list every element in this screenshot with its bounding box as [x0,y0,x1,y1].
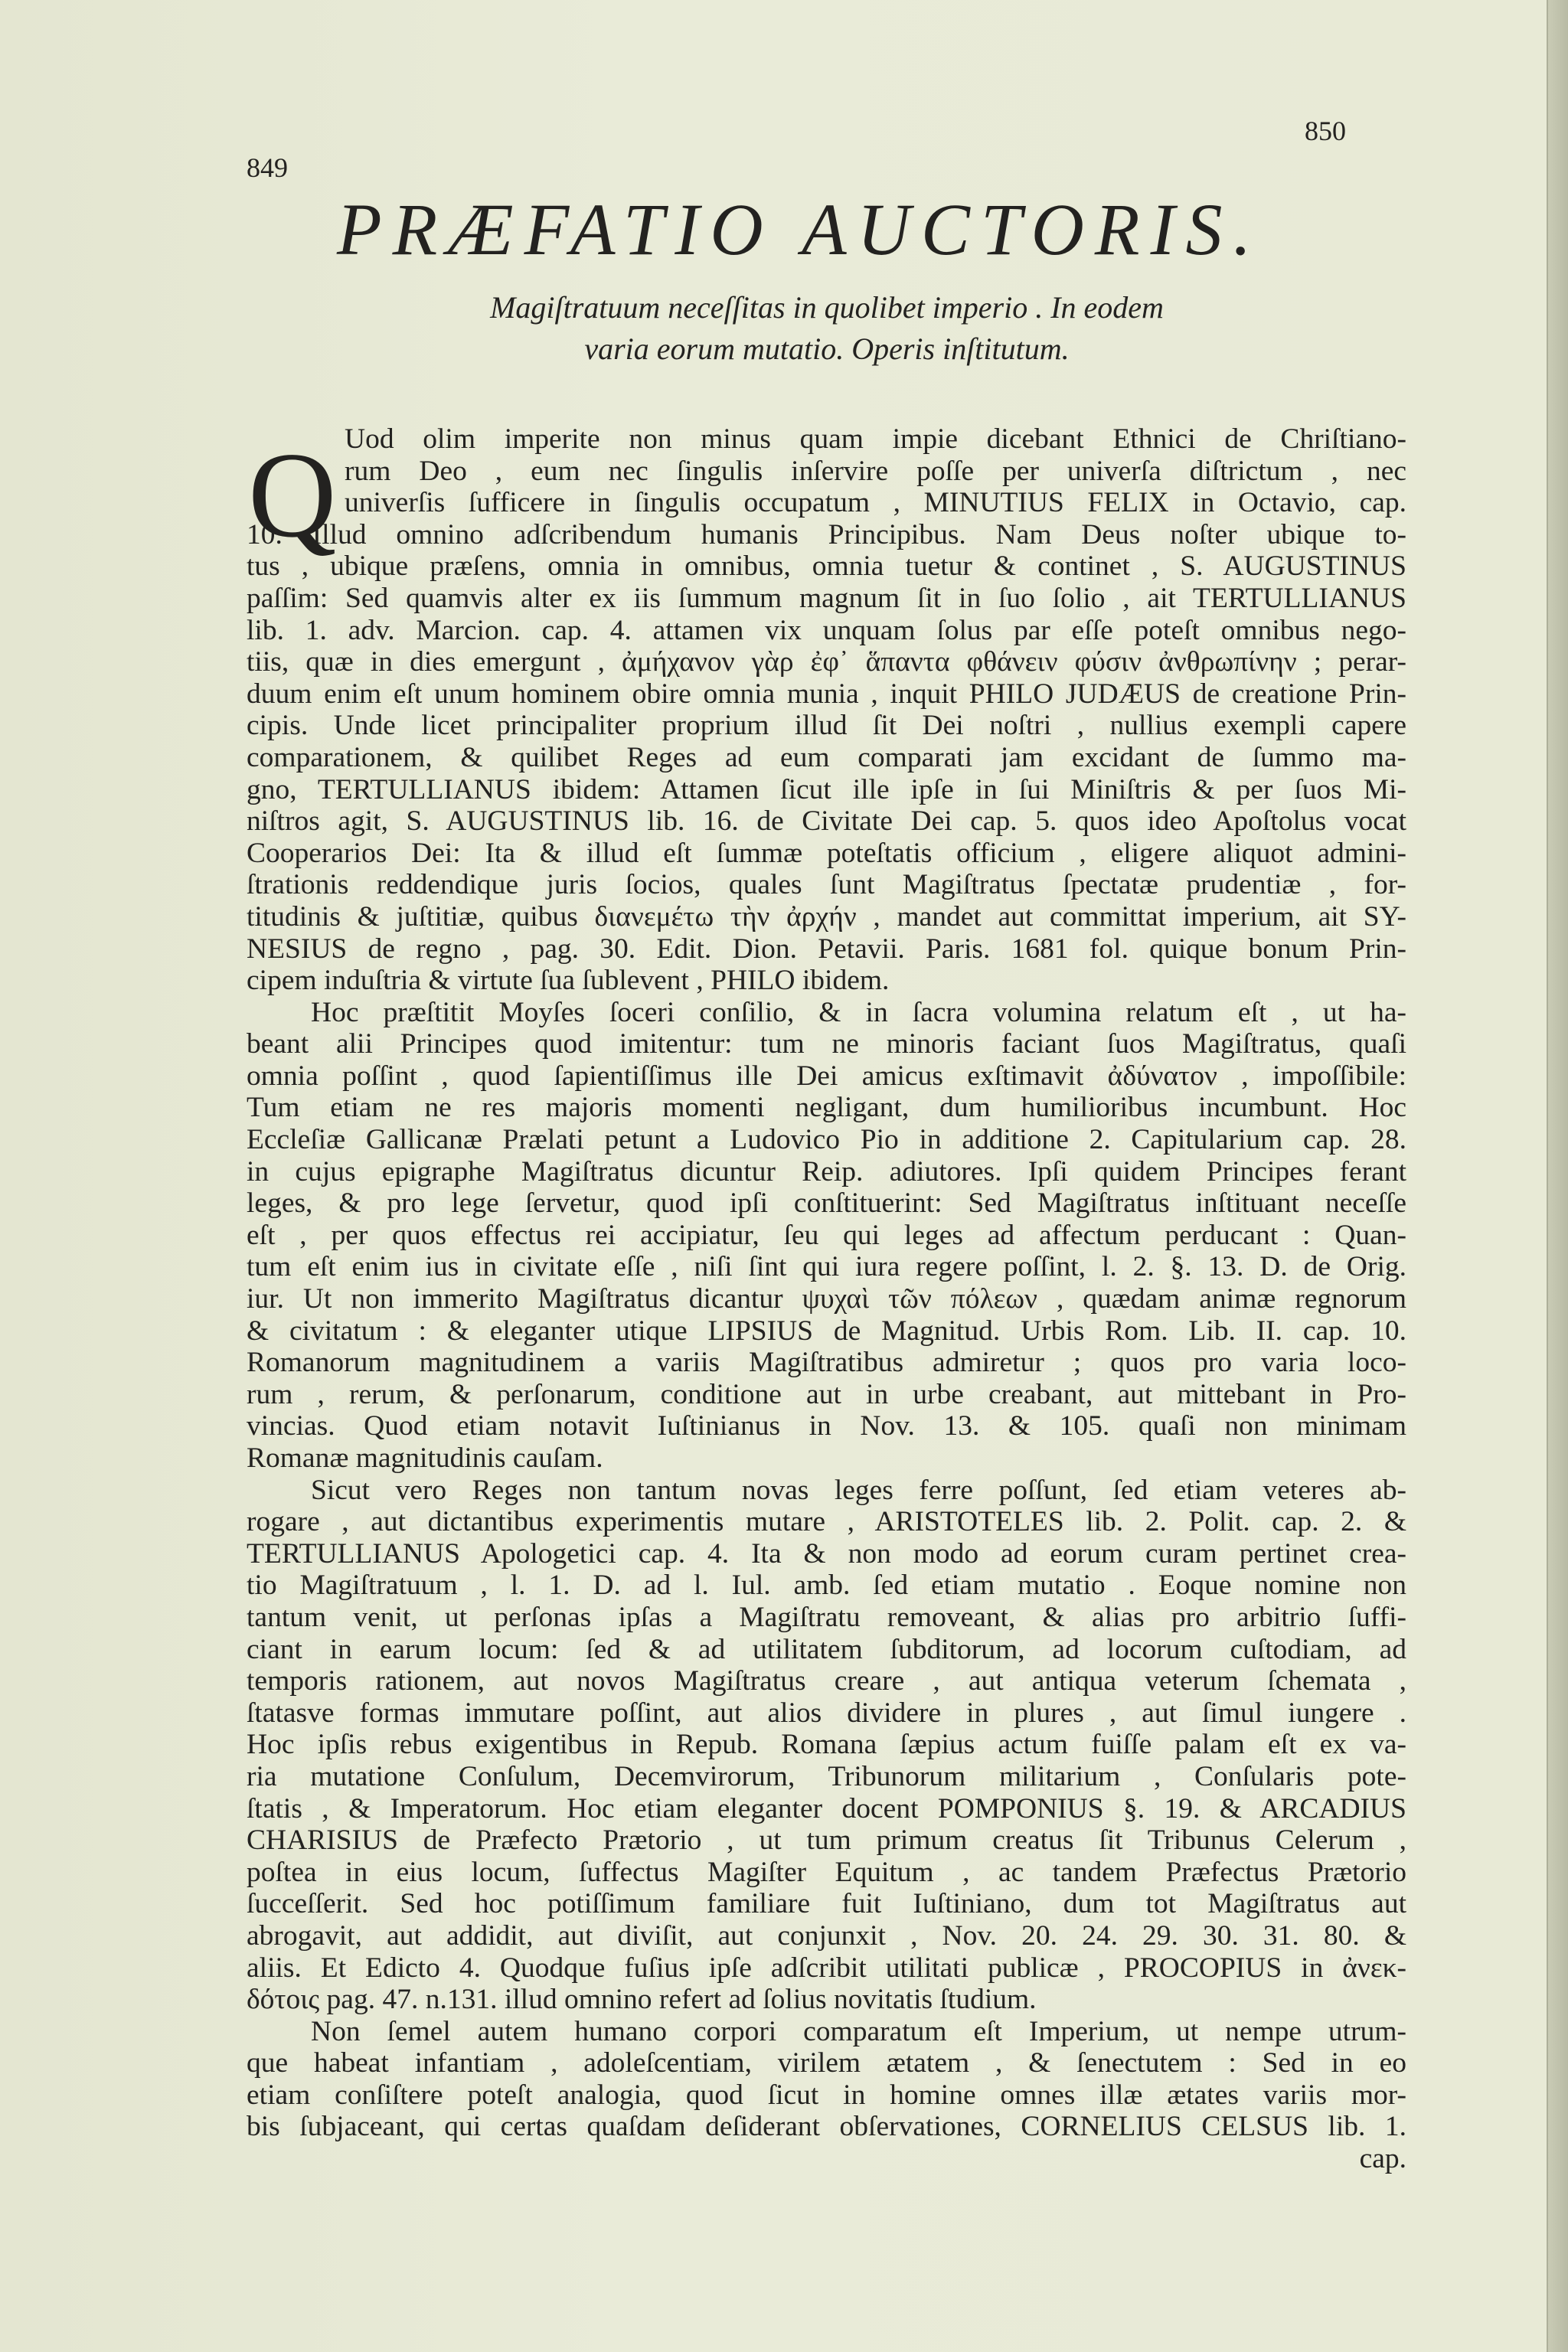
body-line: iur. Ut non immerito Magiſtratus dicantur ψυχαὶ τῶν πόλεων , quædam animæ regnorum [247,1283,1406,1315]
body-line: Sicut vero Reges non tantum novas leges ferre poſſunt, ſed etiam veteres ab- [311,1474,1406,1506]
body-line: 10. Illud omnino adſcribendum humanis Principibus. Nam Deus noſter ubique to- [247,518,1406,550]
body-line: abrogavit, aut addidit, aut diviſit, aut conjunxit , Nov. 20. 24. 29. 30. 31. 80. & [247,1919,1406,1952]
body-line: rum , rerum, & perſonarum, conditione aut in urbe creabant, aut mittebant in Pro- [247,1378,1406,1410]
body-line: CHARISIUS de Præfecto Prætorio , ut tum primum creatus ſit Tribunus Celerum , [247,1824,1406,1857]
body-line: comparationem, & quilibet Reges ad eum comparati jam excidant de ſummo ma- [247,741,1406,773]
subtitle-line: varia eorum mutatio. Operis inſtitutum. [584,332,1070,366]
body-line: temporis rationem, aut novos Magiſtratus creare , aut antiqua veterum ſchemata , [247,1665,1406,1697]
body-line: lib. 1. adv. Marcion. cap. 4. attamen vix unquam ſolus par eſſe poteſt omnibus nego- [247,614,1406,646]
body-line: in cujus epigraphe Magiſtratus dicuntur Reip. adiutores. Ipſi quidem Principes ferant [247,1155,1406,1187]
body-line: titudinis & juſtitiæ, quibus διανεμέτω τὴν ἀρχήν , mandet aut committat imperium, ait SY- [247,900,1406,933]
body-line: ſtatasve formas immutare poſſint, aut alios dividere in plures , aut ſimul iungere . [247,1697,1406,1729]
body-line: Hoc præſtitit Moyſes ſoceri conſilio, & in ſacra volumina relatum eſt , ut ha- [311,996,1406,1028]
body-line: leges, & pro lege ſervetur, quod ipſi conſtituerint: Sed Magiſtratus inſtituant neceſſe [247,1187,1406,1220]
body-line: ſtatis , & Imperatorum. Hoc etiam eleganter docent POMPONIUS §. 19. & ARCADIUS [247,1792,1406,1824]
body-line: Cooperarios Dei: Ita & illud eſt ſummæ poteſtatis officium , eligere aliquot admini- [247,837,1406,869]
body-line: omnia poſſint , quod ſapientiſſimus ille Dei amicus exſtimavit ἀδύνατον , impoſſibile: [247,1060,1406,1092]
body-line: tum eſt enim ius in civitate eſſe , niſi ſint qui iura regere poſſint, l. 2. §. 13. D. de Orig. [247,1251,1406,1283]
body-line: etiam conſiſtere poteſt analogia, quod ſicut in homine omnes illæ ætates variis mor- [247,2079,1406,2111]
page-number-right: 850 [1305,116,1346,146]
page-edge [1547,0,1568,2352]
body-line: ciant in earum locum: ſed & ad utilitatem ſubditorum, ad locorum cuſtodiam, ad [247,1633,1406,1665]
body-line: aliis. Et Edicto 4. Quodque fuſius ipſe adſcribit utilitati publicæ , PROCOPIUS in ἀνεκ- [247,1952,1406,1984]
body-line: δότοις pag. 47. n.131. illud omnino refert ad ſolius novitatis ſtudium. [247,1984,1037,2016]
body-line: niſtros agit, S. AUGUSTINUS lib. 16. de Civitate Dei cap. 5. quos ideo Apoſtolus vocat [247,805,1406,838]
body-line: cipem induſtria & virtute ſua ſublevent , PHILO ibidem. [247,965,890,997]
body-line: TERTULLIANUS Apologetici cap. 4. Ita & non modo ad eorum curam pertinet crea- [247,1537,1406,1570]
body-line: cap. [1359,2143,1406,2175]
body-line: Romanorum magnitudinem a variis Magiſtratibus admiretur ; quos pro varia loco- [247,1347,1406,1379]
body-line: duum enim eſt unum hominem obire omnia munia , inquit PHILO JUDÆUS de creatione Prin- [247,678,1406,710]
page-number-left: 849 [247,152,288,183]
body-line: tio Magiſtratuum , l. 1. D. ad l. Iul. amb. ſed etiam mutatio . Eoque nomine non [247,1570,1406,1602]
body-line: Non ſemel autem humano corpori comparatum eſt Imperium, ut nempe utrum- [311,2015,1406,2047]
body-line: ſucceſſerit. Sed hoc potiſſimum familiare fuit Iuſtiniano, dum tot Magiſtratus aut [247,1888,1406,1920]
body-line: bis ſubjaceant, qui certas quaſdam deſiderant obſervationes, CORNELIUS CELSUS lib. 1. [247,2111,1406,2143]
body-line: rum Deo , eum nec ſingulis inſervire poſſe per univerſa diſtrictum , nec [345,455,1406,487]
body-line: & civitatum : & eleganter utique LIPSIUS de Magnitud. Urbis Rom. Lib. II. cap. 10. [247,1315,1406,1347]
body-line: eſt , per quos effectus rei accipiatur, ſeu qui leges ad affectum perducant : Quan- [247,1219,1406,1251]
body-line: cipis. Unde licet principaliter proprium illud ſit Dei noſtri , nullius exempli capere [247,710,1406,742]
body-line: univerſis ſufficere in ſingulis occupatum , MINUTIUS FELIX in Octavio, cap. [345,487,1406,519]
body-line: rogare , aut dictantibus experimentis mutare , ARISTOTELES lib. 2. Polit. cap. 2. & [247,1506,1406,1538]
body-line: Tum etiam ne res majoris momenti negligant, dum humilioribus incumbunt. Hoc [247,1092,1406,1124]
body-line: NESIUS de regno , pag. 30. Edit. Dion. Petavii. Paris. 1681 fol. quique bonum Prin- [247,933,1406,965]
drop-cap: Q [248,426,337,563]
body-line: ria mutatione Conſulum, Decemvirorum, Tribunorum militarium , Conſularis pote- [247,1760,1406,1792]
body-line: Eccleſiæ Gallicanæ Prælati petunt a Ludovico Pio in additione 2. Capitularium cap. 28. [247,1124,1406,1156]
body-line: beant alii Principes quod imitentur: tum ne minoris faciant ſuos Magiſtratus, quaſi [247,1028,1406,1060]
body-line: paſſim: Sed quamvis alter ex iis ſummum magnum ſit in ſuo ſolio , ait TERTULLIANUS [247,582,1406,614]
body-line: poſtea in eius locum, ſuffectus Magiſter Equitum , ac tandem Præfectus Prætorio [247,1856,1406,1888]
body-line: que habeat infantiam , adoleſcentiam, virilem ætatem , & ſenectutem : Sed in eo [247,2047,1406,2079]
body-text [247,423,1406,2175]
body-line: tantum venit, ut perſonas ipſas a Magiſtratu removeant, & alias pro arbitrio ſuffi- [247,1601,1406,1633]
body-line: Hoc ipſis rebus exigentibus in Repub. Romana ſæpius actum fuiſſe palam eſt ex va- [247,1729,1406,1761]
body-line: tiis, quæ in dies emergunt , ἀμήχανον γὰρ ἐφ᾽ ἅπαντα φθάνειν φύσιν ἀνθρωπίνην ; perar- [247,646,1406,678]
body-line: Uod olim imperite non minus quam impie dicebant Ethnici de Chriſtiano- [345,423,1406,455]
body-line: vincias. Quod etiam notavit Iuſtinianus in Nov. 13. & 105. quaſi non minimam [247,1410,1406,1442]
body-line: tus , ubique præſens, omnia in omnibus, omnia tuetur & continet , S. AUGUSTINUS [247,550,1406,583]
body-line: gno, TERTULLIANUS ibidem: Attamen ſicut ille ipſe in ſui Miniſtris & per ſuos Mi- [247,773,1406,805]
body-line: ſtrationis reddendique juris ſocios, quales ſunt Magiſtratus ſpectatæ prudentiæ , for- [247,869,1406,901]
body-line: Romanæ magnitudinis cauſam. [247,1442,603,1474]
subtitle-line: Magiſtratuum neceſſitas in quolibet imperio . In eodem [490,290,1164,325]
page-title: PRÆFATIO AUCTORIS. [337,188,1263,270]
